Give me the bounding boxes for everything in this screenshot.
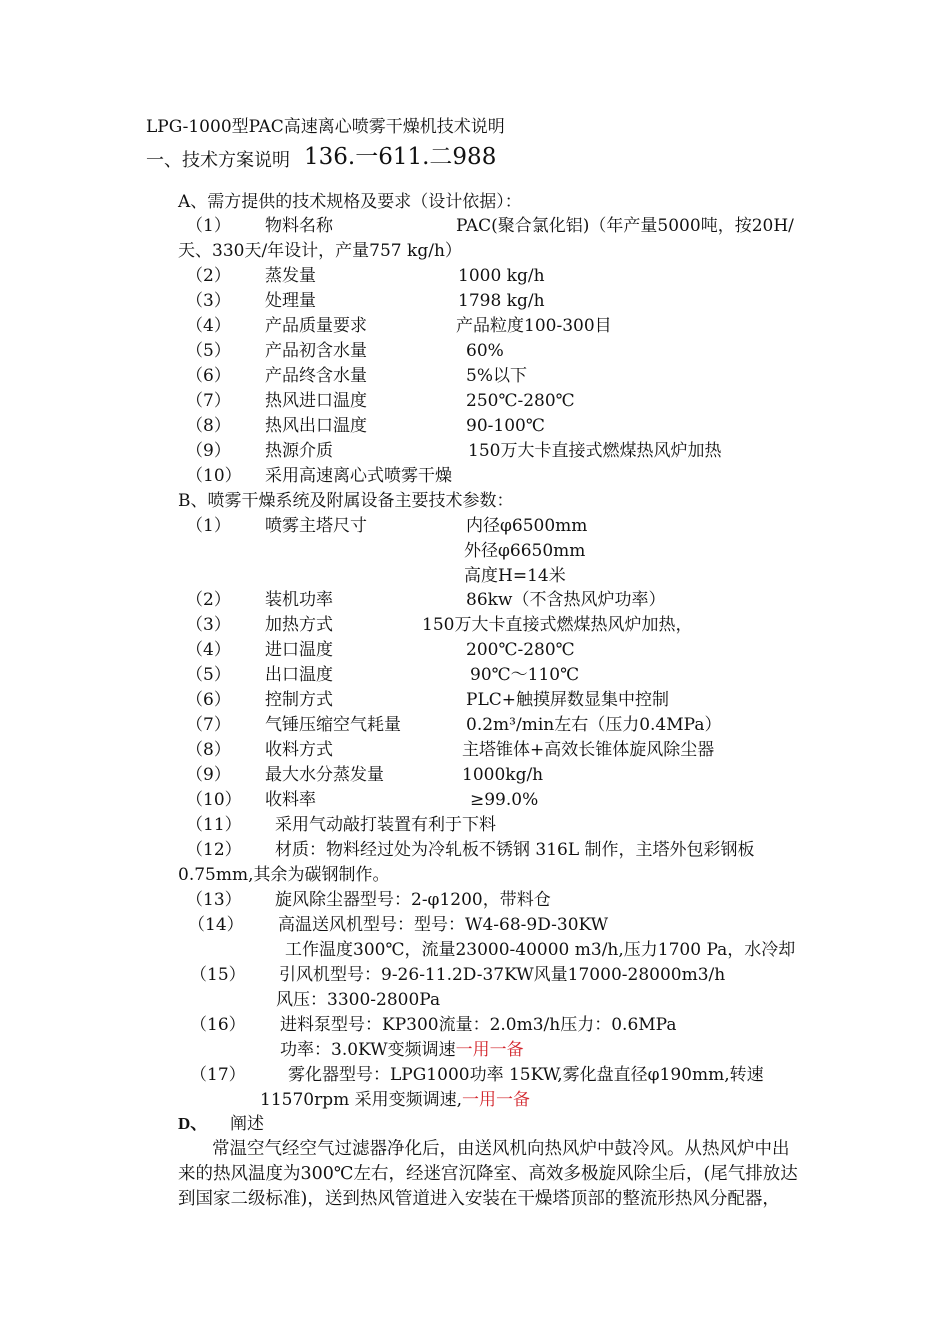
b-item-text: 材质：物料经过处为冷轧板不锈钢 316L 制作，主塔外包彩钢板 [275,840,755,860]
b-item-cont: 工作温度300℃，流量23000-40000 m3/h,压力1700 Pa，水冷却 [285,940,796,960]
b-item-text: 引风机型号：9-26-11.2D-37KW风量17000-28000m3/h [279,965,726,985]
redundancy-note: 一用一备 [462,1090,531,1110]
a-item-name: 产品初含水量 [265,341,367,361]
b-item-num: （16） [190,1015,246,1035]
a-item-value: 产品粒度100-300目 [456,316,612,336]
section-b-heading: B、喷雾干燥系统及附属设备主要技术参数： [178,491,514,511]
doc-title: LPG-1000型PAC高速离心喷雾干燥机技术说明 [146,117,505,137]
a-item-name: 热源介质 [265,441,333,461]
b-item-num: （9） [186,765,231,785]
a-item-num: （2） [186,266,231,286]
b-item-name: 加热方式 [265,615,333,635]
b-item-num: （14） [188,915,244,935]
b-item-num: （8） [186,740,231,760]
a-item-value: 150万大卡直接式燃煤热风炉加热 [468,441,722,461]
section-a-heading: A、需方提供的技术规格及要求（设计依据）： [178,192,522,212]
a-item-value: 1000 kg/h [458,266,545,286]
b-item-value: 150万大卡直接式燃煤热风炉加热， [422,615,693,635]
a-item-num: （5） [186,341,231,361]
a-item-num: （3） [186,291,231,311]
b-item-num: （17） [190,1065,246,1085]
b-item-num: （7） [186,715,231,735]
a-item-value: 90-100℃ [466,416,545,436]
a-item-name: 热风进口温度 [265,391,367,411]
a-item-num: （10） [186,466,242,486]
a-item-value: PAC(聚合氯化铝)（年产量5000吨，按20H/ [456,216,794,236]
b-item-value: 0.2m³/min左右（压力0.4MPa） [466,715,722,735]
b-item-value: 外径φ6650mm [464,541,586,561]
b-item-text: 采用气动敲打装置有利于下料 [275,815,496,835]
b-item-value: ≥99.0% [470,790,539,810]
section-1-code: 136.一611.二988 [304,144,497,170]
b-item-cont: 功率：3.0KW变频调速 [280,1040,456,1060]
b-item-name: 收料方式 [265,740,333,760]
b-item-value: 86kw（不含热风炉功率） [466,590,666,610]
b-item-num: （3） [186,615,231,635]
b-item-text: 进料泵型号：KP300流量：2.0m3/h压力：0.6MPa [280,1015,677,1035]
a-item-name: 采用高速离心式喷雾干燥 [265,466,452,486]
redundancy-note: 一用一备 [455,1040,524,1060]
a-item-num: （8） [186,416,231,436]
a-item-value: 250℃-280℃ [466,391,575,411]
section-1-label: 一、技术方案说明 [146,150,290,171]
section-d-paragraph-line: 到国家二级标准)，送到热风管道进入安装在干燥塔顶部的整流形热风分配器， [178,1189,780,1209]
b-item-name: 进口温度 [265,640,333,660]
a-item-value: 60% [466,341,504,361]
section-d-title: 阐述 [230,1114,264,1134]
a-item-cont: 天、330天/年设计，产量757 kg/h） [178,241,462,261]
b-item-cont-line [260,1089,530,1111]
b-item-num: （4） [186,640,231,660]
b-item-num: （11） [186,815,242,835]
a-item-num: （1） [186,216,231,236]
a-item-name: 产品质量要求 [265,316,367,336]
a-item-num: （7） [186,391,231,411]
a-item-num: （4） [186,316,231,336]
a-item-num: （9） [186,441,231,461]
b-item-cont: 风压：3300-2800Pa [276,990,441,1010]
b-item-cont: 11570rpm 采用变频调速, [260,1090,463,1110]
a-item-num: （6） [186,366,231,386]
b-item-num: （15） [190,965,246,985]
b-item-name: 最大水分蒸发量 [265,765,384,785]
b-item-text: 雾化器型号：LPG1000功率 15KW,雾化盘直径φ190mm,转速 [288,1065,764,1085]
b-item-cont-line [280,1039,524,1061]
a-item-value: 1798 kg/h [458,291,545,311]
a-item-name: 产品终含水量 [265,366,367,386]
b-item-value: 90℃～110℃ [470,665,580,685]
b-item-cont: 0.75mm,其余为碳钢制作。 [178,865,390,885]
a-item-name: 物料名称 [265,216,333,236]
b-item-num: （12） [186,840,242,860]
a-item-name: 热风出口温度 [265,416,367,436]
b-item-value: 主塔锥体+高效长锥体旋风除尘器 [462,740,715,760]
section-d-paragraph-line: 来的热风温度为300℃左右，经迷宫沉降室、高效多极旋风除尘后，(尾气排放达 [178,1164,798,1184]
b-item-name: 气锤压缩空气耗量 [265,715,401,735]
b-item-num: （5） [186,665,231,685]
b-item-name: 喷雾主塔尺寸 [265,516,367,536]
b-item-name: 收料率 [265,790,316,810]
b-item-text: 高温送风机型号：型号：W4-68-9D-30KW [278,915,609,935]
b-item-value: 高度H=14米 [464,566,566,586]
section-d-paragraph-line: 常温空气经空气过滤器净化后，由送风机向热风炉中鼓冷风。从热风炉中出 [212,1139,790,1159]
a-item-name: 处理量 [265,291,316,311]
b-item-name: 出口温度 [265,665,333,685]
b-item-value: PLC+触摸屏数显集中控制 [466,690,669,710]
b-item-num: （1） [186,516,231,536]
b-item-num: （2） [186,590,231,610]
b-item-name: 装机功率 [265,590,333,610]
a-item-value: 5%以下 [466,366,527,386]
b-item-name: 控制方式 [265,690,333,710]
b-item-text: 旋风除尘器型号：2-φ1200，带料仓 [275,890,551,910]
b-item-num: （6） [186,690,231,710]
section-d-label: D、 [178,1114,208,1133]
b-item-num: （13） [186,890,242,910]
b-item-value: 内径φ6500mm [466,516,588,536]
b-item-value: 200℃-280℃ [466,640,575,660]
a-item-name: 蒸发量 [265,266,316,286]
b-item-num: （10） [186,790,242,810]
b-item-value: 1000kg/h [462,765,544,785]
